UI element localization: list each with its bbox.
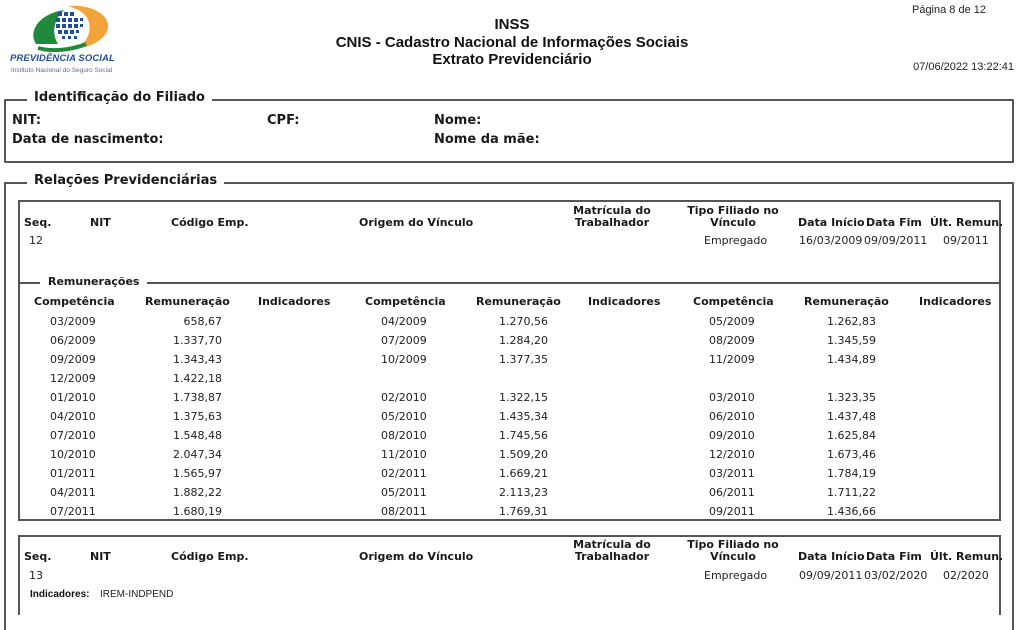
data-nascimento-label: Data de nascimento: (12, 132, 164, 147)
identificacao-section (4, 99, 1014, 163)
col-header-data-fim: Data Fim (866, 216, 922, 229)
remun-valor: 1.784,19 (827, 467, 876, 480)
remun-competencia: 12/2010 (709, 448, 755, 461)
remun-valor: 1.565,97 (173, 467, 222, 480)
vinculo-data-fim: 09/09/2011 (864, 234, 928, 247)
page-indicator: Página 8 de 12 (911, 4, 986, 16)
col-header-data-fim: Data Fim (866, 550, 922, 563)
remun-competencia: 02/2011 (381, 467, 427, 480)
remun-competencia: 01/2010 (50, 391, 96, 404)
remun-header-indicadores: Indicadores (588, 295, 661, 308)
remun-valor: 1.322,15 (499, 391, 548, 404)
remun-competencia: 10/2009 (381, 353, 427, 366)
remuneracoes-legend: Remunerações (40, 275, 147, 288)
remun-competencia: 08/2011 (381, 505, 427, 518)
vinculo-data-inicio: 16/03/2009 (799, 234, 863, 247)
remun-valor: 1.711,22 (827, 486, 876, 499)
col-header-nit: NIT (90, 550, 111, 563)
col-header-origem-vinculo: Origem do Vínculo (359, 216, 474, 229)
remun-valor: 2.113,23 (499, 486, 548, 499)
col-header-origem-vinculo: Origem do Vínculo (359, 550, 474, 563)
remun-competencia: 04/2009 (381, 315, 427, 328)
remun-competencia: 05/2011 (381, 486, 427, 499)
remun-competencia: 09/2011 (709, 505, 755, 518)
remun-header-competencia: Competência (34, 295, 115, 308)
vinculo-seq: 13 (29, 569, 43, 582)
remun-valor: 1.422,18 (173, 372, 222, 385)
remun-valor: 1.436,66 (827, 505, 876, 518)
cpf-label: CPF: (267, 113, 300, 128)
remun-valor: 1.284,20 (499, 334, 548, 347)
remun-competencia: 12/2009 (50, 372, 96, 385)
remun-competencia: 05/2010 (381, 410, 427, 423)
remun-valor: 1.738,87 (173, 391, 222, 404)
col-header-data-inicio: Data Início (798, 216, 865, 229)
remun-header-indicadores: Indicadores (258, 295, 331, 308)
remun-valor: 1.769,31 (499, 505, 548, 518)
identificacao-legend: Identificação do Filiado (27, 90, 212, 105)
vinculo-tipo-filiado: Empregado (704, 569, 768, 582)
col-header-matricula: Matrícula do Trabalhador (573, 538, 651, 563)
vinculo-data-fim: 03/02/2020 (864, 569, 928, 582)
col-header-codigo-emp: Código Emp. (171, 550, 249, 563)
remun-valor: 1.680,19 (173, 505, 222, 518)
remun-valor: 1.323,35 (827, 391, 876, 404)
remun-competencia: 07/2009 (381, 334, 427, 347)
remun-competencia: 03/2011 (709, 467, 755, 480)
remun-header-remuneracao: Remuneração (145, 295, 230, 308)
remun-valor: 1.548,48 (173, 429, 222, 442)
generated-timestamp: 07/06/2022 13:22:41 (913, 61, 1014, 73)
remun-valor: 1.882,22 (173, 486, 222, 499)
vinculo-tipo-filiado: Empregado (704, 234, 768, 247)
remun-competencia: 02/2010 (381, 391, 427, 404)
col-header-ult-remun: Últ. Remun. (930, 550, 1004, 563)
remun-competencia: 09/2009 (50, 353, 96, 366)
remun-competencia: 03/2010 (709, 391, 755, 404)
remun-valor: 1.434,89 (827, 353, 876, 366)
relacoes-legend: Relações Previdenciárias (27, 173, 224, 188)
remun-valor: 1.337,70 (173, 334, 222, 347)
remun-competencia: 06/2010 (709, 410, 755, 423)
vinculo-seq: 12 (29, 234, 43, 247)
remun-competencia: 04/2010 (50, 410, 96, 423)
remun-valor: 1.262,83 (827, 315, 876, 328)
nome-label: Nome: (434, 113, 482, 128)
col-header-data-inicio: Data Início (798, 550, 865, 563)
document-title-inss: INSS (494, 16, 530, 33)
vinculo-ult-remun: 09/2011 (943, 234, 989, 247)
col-header-tipo-filiado: Tipo Filiado no Vínculo (687, 204, 779, 229)
remun-competencia: 06/2011 (709, 486, 755, 499)
remun-valor: 2.047,34 (173, 448, 222, 461)
nit-label: NIT: (12, 113, 42, 128)
remun-competencia: 08/2009 (709, 334, 755, 347)
indicadores-label: Indicadores: (30, 589, 90, 600)
col-header-seq: Seq. (24, 550, 52, 563)
remun-valor: 1.509,20 (499, 448, 548, 461)
document-title-cnis: CNIS - Cadastro Nacional de Informações Sociais (335, 34, 689, 51)
col-header-seq: Seq. (24, 216, 52, 229)
remun-valor: 1.669,21 (499, 467, 548, 480)
remun-valor: 1.745,56 (499, 429, 548, 442)
remun-competencia: 03/2009 (50, 315, 96, 328)
col-header-ult-remun: Últ. Remun. (930, 216, 1004, 229)
logo-name: PREVIDÊNCIA SOCIAL (10, 53, 115, 64)
remun-competencia: 07/2011 (50, 505, 96, 518)
remun-competencia: 08/2010 (381, 429, 427, 442)
vinculo-data-inicio: 09/09/2011 (799, 569, 863, 582)
remun-valor: 1.625,84 (827, 429, 876, 442)
col-header-tipo-filiado: Tipo Filiado no Vínculo (687, 538, 779, 563)
remun-valor: 1.673,46 (827, 448, 876, 461)
remun-competencia: 11/2010 (381, 448, 427, 461)
remuneracoes-divider (20, 282, 999, 284)
remun-competencia: 01/2011 (50, 467, 96, 480)
col-header-matricula: Matrícula do Trabalhador (573, 204, 651, 229)
remun-competencia: 04/2011 (50, 486, 96, 499)
vinculo-ult-remun: 02/2020 (943, 569, 989, 582)
document-title-extrato: Extrato Previdenciário (432, 51, 592, 68)
remun-valor: 1.270,56 (499, 315, 548, 328)
remun-competencia: 06/2009 (50, 334, 96, 347)
remun-valor: 658,67 (183, 315, 222, 328)
remun-header-competencia: Competência (693, 295, 774, 308)
remun-competencia: 10/2010 (50, 448, 96, 461)
indicadores-value: IREM-INDPEND (100, 589, 174, 600)
remun-competencia: 09/2010 (709, 429, 755, 442)
remun-header-competencia: Competência (365, 295, 446, 308)
remun-valor: 1.377,35 (499, 353, 548, 366)
remun-header-remuneracao: Remuneração (804, 295, 889, 308)
remun-header-remuneracao: Remuneração (476, 295, 561, 308)
remun-competencia: 11/2009 (709, 353, 755, 366)
remun-competencia: 05/2009 (709, 315, 755, 328)
remun-header-indicadores: Indicadores (919, 295, 992, 308)
col-header-nit: NIT (90, 216, 111, 229)
remun-competencia: 07/2010 (50, 429, 96, 442)
nome-mae-label: Nome da mãe: (434, 132, 540, 147)
remun-valor: 1.343,43 (173, 353, 222, 366)
remun-valor: 1.345,59 (827, 334, 876, 347)
remun-valor: 1.437,48 (827, 410, 876, 423)
remun-valor: 1.375,63 (173, 410, 222, 423)
col-header-codigo-emp: Código Emp. (171, 216, 249, 229)
logo-subtitle: Instituto Nacional do Seguro Social (11, 67, 113, 74)
remun-valor: 1.435,34 (499, 410, 548, 423)
